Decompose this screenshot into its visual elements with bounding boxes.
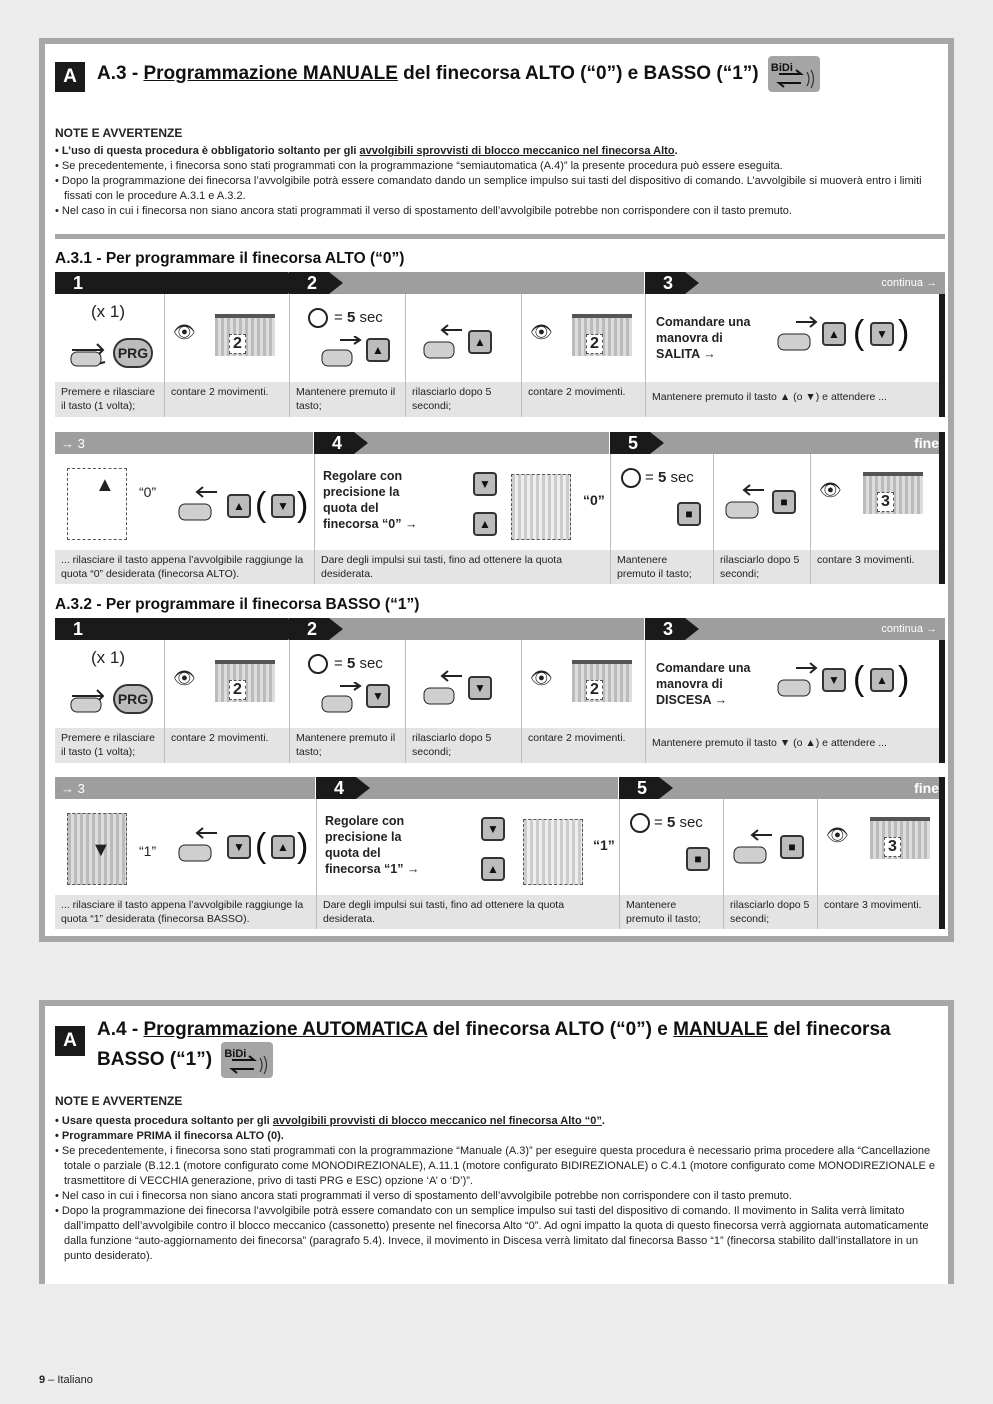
note-text: . [601,1115,605,1127]
side-bar [939,432,945,584]
step-number: 4 [332,432,343,453]
step-number: 3 [663,272,674,293]
down-button-icon: ▼ [822,668,846,692]
up-button-icon: ▲ [870,668,894,692]
bidi-label: BiDi [770,62,793,74]
step-number: 1 [73,618,84,639]
caption: contare 2 movimenti. [164,382,289,417]
caption: contare 3 movimenti. [817,895,939,929]
cell-eye [810,454,945,550]
step-number-bg [289,272,329,294]
caption: ... rilasciare il tasto appena l’avvolgibile raggiunge la quota “0” desiderata (finecorsa ALTO). [55,550,314,584]
paren-close: ) [297,486,309,524]
count-label: 2 [229,680,246,700]
step-number-bg [314,432,354,454]
bidi-arrows-icon [224,1054,270,1076]
note-item: • Dopo la programmazione dei finecorsa l’avvolgibile potrà essere comandato con un semplice impulso sui tasti del dispositivo di comando. Il movimento in Salita verrà limitato dall’impatto dell’avvolgibile contro il blocco meccanico (cassonetto) presente nel finecorsa Alto “0”. Ad ogni impatto la quota di questo finecorsa verrà aggiornata automaticamente dalla funzione “auto-aggiornamento dei finecorsa” (paragrafo 5.4). Invece, il movimento in Discesa verrà limitato dal finecorsa Basso “1” (finecorsa stabilito dall’installatore in un punto desiderato). [55,1205,929,1262]
cell-command [645,640,945,728]
caption: Mantenere premuto il tasto; [289,728,405,763]
step-arrow [685,272,699,294]
hand-icon [67,676,117,716]
shutter-icon [215,660,275,702]
language-label: – Italiano [45,1374,93,1386]
eye-icon: 👁 [173,322,196,342]
caption: ... rilasciare il tasto appena l’avvolgibile raggiunge la quota “1” desiderata (finecorsa BASSO). [55,895,316,929]
caption: Mantenere premuto il tasto ▲ (o ▼) e attendere ... [645,382,939,417]
secs-num: 5 [346,309,356,326]
continua-label: continua → [881,623,937,635]
stop-button-icon: ■ [686,847,710,871]
title-rest: del finecorsa ALTO (“0”) e BASSO (“1”) [397,63,759,85]
secs-num: 5 [346,655,356,672]
seconds-label [334,309,383,326]
caption: Mantenere premuto il tasto; [610,550,713,584]
eye-icon: 👁 [530,668,553,688]
step-number-bg [316,777,356,799]
note-item: • Programmare PRIMA il finecorsa ALTO (0). [55,1130,284,1142]
shutter-icon [572,660,632,702]
count-label: 2 [229,334,246,354]
eq: = [654,814,667,831]
divider [55,234,945,239]
step-number: 5 [637,777,648,798]
quota-label: “1” [139,843,157,859]
side-bar [939,640,945,763]
step-arrow [329,272,343,294]
paren-close: ) [297,827,309,865]
step-number: 4 [334,777,345,798]
step-bar-1 [55,618,288,640]
subsection-title: A.3.2 - Per programmare il finecorsa BASSO (“1”) [55,596,420,613]
eq: = [334,655,347,672]
steps-row-a31-1 [55,272,945,417]
up-button-icon: ▲ [822,322,846,346]
caption: Dare degli impulsi sui tasti, fino ad ottenere la quota desiderata. [316,895,619,929]
cell-prg [55,640,164,728]
caption: Premere e rilasciare il tasto (1 volta); [55,382,164,417]
bidi-badge [768,56,820,92]
hand-icon [320,336,366,372]
hand-icon [320,682,366,718]
up-button-icon: ▲ [473,512,497,536]
steps-row-a31-2 [55,432,945,584]
side-bar [939,777,945,929]
step-number-bg [610,432,650,454]
cell-clock [619,799,723,895]
stop-button-icon: ■ [772,490,796,514]
shutter-icon [863,472,923,514]
step-arrow [356,777,370,799]
up-button-icon: ▲ [271,835,295,859]
seconds-label [334,655,383,672]
secs-unit: sec [355,309,383,326]
seconds-label [645,469,694,486]
title-mid: del finecorsa ALTO (“0”) e [427,1019,674,1040]
step-number: 2 [307,618,318,639]
cell-clock [289,294,405,382]
up-button-icon: ▲ [468,330,492,354]
down-button-icon: ▼ [473,472,497,496]
eq: = [645,469,658,486]
count-label: 3 [884,837,901,857]
section-title [97,56,820,92]
back-label: → 3 [61,780,85,796]
caption: contare 2 movimenti. [521,728,645,763]
title-underlined: Programmazione MANUALE [143,63,398,85]
step-number-bg [645,618,685,640]
note-text: • Usare questa procedura soltanto per gli [55,1115,273,1127]
hand-icon [724,482,774,526]
cell-regolare [316,799,619,895]
step-number: 1 [73,272,84,293]
title-underlined: MANUALE [673,1019,769,1040]
cell-release [405,640,521,728]
step-arrow [354,432,368,454]
fine-label: fine [914,435,939,451]
step-number: 2 [307,272,318,293]
eye-icon: 👁 [819,480,842,500]
cell-release-q1 [55,799,316,895]
clock-icon [630,813,650,833]
caption: contare 2 movimenti. [521,382,645,417]
section-a4 [39,1000,954,1284]
down-button-icon: ▼ [366,684,390,708]
paren-close: ) [898,314,910,352]
regolare-text: Regolare con precisione la quota del finecorsa “1” → [325,814,420,876]
caption: Mantenere premuto il tasto; [619,895,723,929]
command-text: Comandare una manovra di SALITA → [656,315,751,361]
command-text: Comandare una manovra di DISCESA → [656,661,751,707]
note-underlined: avvolgibili sprovvisti di blocco meccanico nel finecorsa Alto [359,145,675,157]
step-number: 5 [628,432,639,453]
step-arrow [685,618,699,640]
side-bar [939,294,945,417]
cell-eye [817,799,945,895]
prg-button: PRG [113,684,153,714]
hand-icon [177,825,227,869]
step-number-bg [645,272,685,294]
title-underlined: Programmazione AUTOMATICA [143,1019,428,1040]
step-bar-1 [55,272,288,294]
note-item: • Se precedentemente, i finecorsa sono stati programmati con la programmazione “Manuale (A.3)” per eseguire questa procedura è necessario prima procedere alla “Cancellazione totale o parziale (B.12.1 (motore configurato come MONODIREZIONALE), A.11.1 (motore configurato BIDIREZIONALE) o C.4.1 (motore configurato come MONODIREZIONALE e trasmettitore di VECCHIA generazione, privo di tasti PRG e ESC) opzione ‘A’ o ‘D’)”. [55,1145,935,1187]
subsection-title: A.3.1 - Per programmare il finecorsa ALTO (“0”) [55,250,405,267]
cell-clock [289,640,405,728]
title-rest: del finecorsa [768,1019,891,1040]
eye-icon: 👁 [826,825,849,845]
note-item: • Nel caso in cui i finecorsa non siano ancora stati programmati il verso di spostamento dell’avvolgibile potrebbe non corrispondere con il tasto premuto. [55,205,792,217]
count-label: 3 [877,492,894,512]
bidi-arrows-icon [771,68,817,90]
down-button-icon: ▼ [227,835,251,859]
page-number: 9 [39,1374,46,1386]
quota-label: “0” [139,484,157,500]
eq: = [334,309,347,326]
secs-num: 5 [666,814,676,831]
down-button-icon: ▼ [481,817,505,841]
eye-icon: 👁 [173,668,196,688]
shutter-icon [215,314,275,356]
cell-command [645,294,945,382]
note-item: • Se precedentemente, i finecorsa sono stati programmati con la programmazione “semiautomatica (A.4)” la presente procedura può essere eseguita. [55,160,783,172]
shutter-icon [870,817,930,859]
shutter-icon [572,314,632,356]
note-text: • L’uso di questa procedura è obbligatorio soltanto per gli [55,145,360,157]
paren-open: ( [255,486,267,524]
cell-clock [610,454,713,550]
seconds-label [654,814,703,831]
caption: contare 3 movimenti. [810,550,939,584]
quota-label: “0” [583,492,605,508]
caption: rilasciarlo dopo 5 secondi; [405,728,521,763]
fine-label: fine [914,780,939,796]
title-line2: BASSO (“1”) [97,1049,213,1071]
note-item: • Nel caso in cui i finecorsa non siano ancora stati programmati il verso di spostamento dell’avvolgibile potrebbe non corrispondere con il tasto premuto. [55,1190,792,1202]
hand-icon [422,322,468,364]
hand-icon [776,316,822,358]
note-underlined: avvolgibili provvisti di blocco meccanico nel finecorsa Alto “0” [272,1115,602,1127]
down-button-icon: ▼ [468,676,492,700]
stop-button-icon: ■ [677,502,701,526]
notes-heading: NOTE E AVVERTENZE [55,1094,183,1108]
continua-label: continua → [881,277,937,289]
note-item: • Dopo la programmazione dei finecorsa l’avvolgibile potrà essere comandato dando un semplice impulso sui tasti del dispositivo di comando. L’avvolgibile si muoverà entro i limiti fissati con le procedure A.3.1 e A.3.2. [55,175,922,202]
paren-close: ) [898,660,910,698]
shutter-icon [523,819,583,885]
section-title [97,1018,947,1078]
cell-release [723,799,817,895]
stop-button-icon: ■ [780,835,804,859]
step-arrow [329,618,343,640]
secs-unit: sec [355,655,383,672]
page-footer [39,1374,93,1386]
note-item [55,144,945,159]
up-button-icon: ▲ [366,338,390,362]
hand-icon [177,484,227,528]
bidi-label: BiDi [224,1048,247,1060]
caption: Dare degli impulsi sui tasti, fino ad ottenere la quota desiderata. [314,550,610,584]
caption: Mantenere premuto il tasto ▼ (o ▲) e attendere ... [645,728,939,763]
count-label: 2 [586,334,603,354]
shutter-icon [511,474,571,540]
notes-list [55,144,945,219]
cell-release [405,294,521,382]
hand-icon [776,662,822,704]
clock-icon [308,654,328,674]
secs-num: 5 [657,469,667,486]
prg-button: PRG [113,338,153,368]
step-arrow [659,777,673,799]
down-arrow-icon: ▼ [91,839,111,861]
step-bar-back [55,432,313,454]
regolare-text: Regolare con precisione la quota del finecorsa “0” → [323,469,418,531]
notes-list [55,1114,945,1264]
quota-label: “1” [593,837,615,853]
caption: rilasciarlo dopo 5 secondi; [713,550,810,584]
cell-release [713,454,810,550]
back-label: → 3 [61,435,85,451]
caption: Mantenere premuto il tasto; [289,382,405,417]
up-button-icon: ▲ [481,857,505,881]
caption: contare 2 movimenti. [164,728,289,763]
cell-release-q0 [55,454,313,550]
clock-icon [621,468,641,488]
times-one: (x 1) [91,648,125,667]
section-tag: A [55,1026,85,1056]
eye-icon: 👁 [530,322,553,342]
cell-eye [164,640,289,728]
cell-regolare [314,454,610,550]
step-number-bg [619,777,659,799]
caption: rilasciarlo dopo 5 secondi; [405,382,521,417]
cell-eye [521,294,645,382]
paren-open: ( [853,660,865,698]
note-text: . [674,145,678,157]
hand-icon [732,827,782,871]
step-bar-back [55,777,315,799]
down-button-icon: ▼ [870,322,894,346]
count-label: 2 [586,680,603,700]
note-item [55,1114,945,1129]
cell-eye [521,640,645,728]
section-tag: A [55,62,85,92]
title-num: A.3 - [97,63,144,85]
steps-row-a32-2 [55,777,945,929]
section-a3 [39,38,954,942]
paren-open: ( [255,827,267,865]
title-num: A.4 - [97,1019,144,1040]
caption: Premere e rilasciare il tasto (1 volta); [55,728,164,763]
bidi-badge [221,1042,273,1078]
cell-prg [55,294,164,382]
up-arrow-icon: ▲ [95,474,115,496]
notes-heading: NOTE E AVVERTENZE [55,126,183,140]
paren-open: ( [853,314,865,352]
down-button-icon: ▼ [271,494,295,518]
steps-row-a32-1 [55,618,945,763]
hand-icon [422,668,468,710]
clock-icon [308,308,328,328]
hand-icon [67,330,117,370]
step-number: 3 [663,618,674,639]
times-one: (x 1) [91,302,125,321]
step-number-bg [289,618,329,640]
cell-eye [164,294,289,382]
caption: rilasciarlo dopo 5 secondi; [723,895,817,929]
step-arrow [650,432,664,454]
up-button-icon: ▲ [227,494,251,518]
secs-unit: sec [666,469,694,486]
secs-unit: sec [675,814,703,831]
